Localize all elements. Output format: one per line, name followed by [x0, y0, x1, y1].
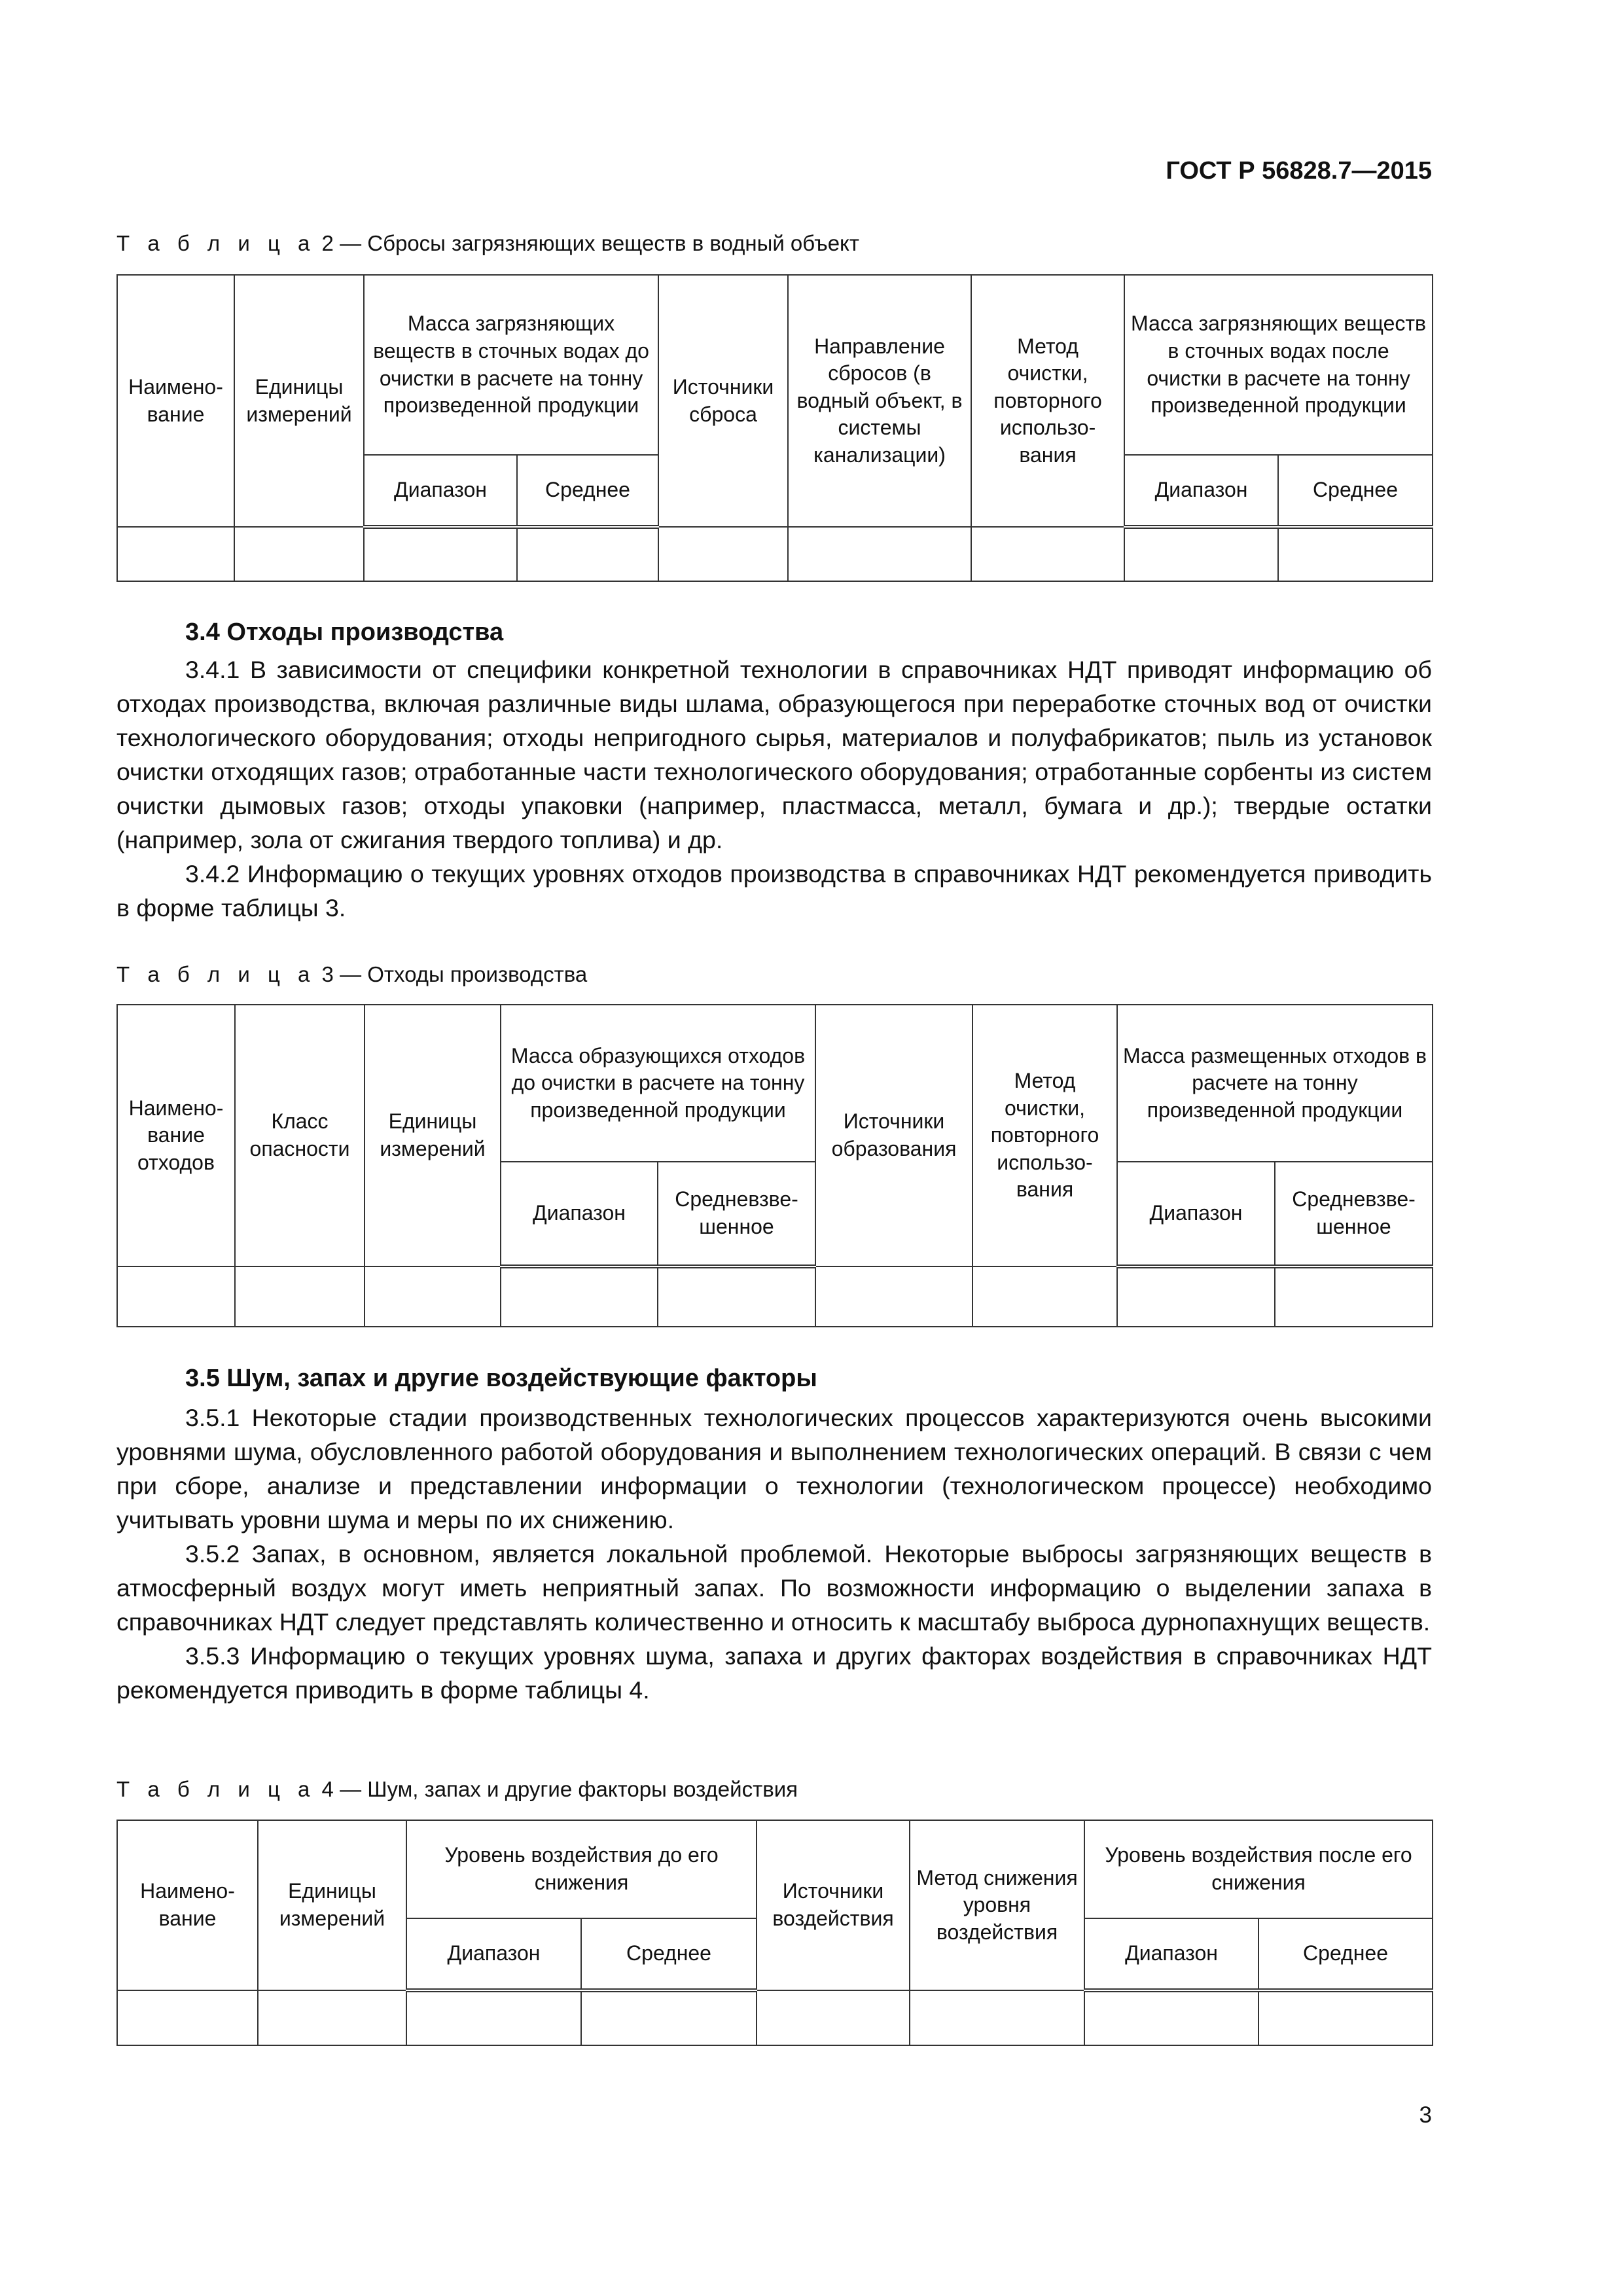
table-cell [406, 1990, 581, 2045]
table4-subheader-range-2: Диапазон [1084, 1918, 1258, 1990]
table-cell [1278, 527, 1433, 581]
section-3-4-title: 3.4 Отходы производства [185, 619, 504, 646]
table-cell [117, 1990, 258, 2045]
table2-header-units: Единицы измерений [234, 275, 364, 527]
table4-header-units: Единицы измерений [258, 1820, 406, 1990]
table3-empty-row [117, 1266, 1433, 1327]
section-3-4-body [116, 653, 1432, 925]
table3-subheader-range-2: Диапазон [1117, 1162, 1275, 1266]
table4-header-method: Метод снижения уровня воздействия [910, 1820, 1084, 1990]
paragraph-3-4-1: 3.4.1 В зависимости от специфики конкретной технологии в справочниках НДТ приводят информацию об отходах производства, включая различные виды шлама, образующегося при переработке сточных вод от очистки технологического оборудования; отходы непригодного сырья, материалов и полуфабрикатов; пыль из установок очистки отходящих газов; отработанные части технологического оборудования; отработанные сорбенты из систем очистки дымовых газов; отходы упаковки (например, пластмасса, металл, бумага и др.); твердые остатки (например, зола от сжигания твердого топлива) и др. [116, 656, 1432, 853]
table2-subheader-range-1: Диапазон [364, 455, 517, 527]
table4-caption-number: 4 [321, 1777, 334, 1801]
page-number: 3 [1419, 2102, 1432, 2128]
table2-header-row [117, 275, 1433, 455]
table4-header-row [117, 1820, 1433, 1918]
table4-subheader-average-2: Среднее [1258, 1918, 1433, 1990]
paragraph-3-5-3: 3.5.3 Информацию о текущих уровнях шума, запаха и других факторах воздействия в справочниках НДТ рекомендуется приводить в форме таблицы 4. [116, 1642, 1432, 1704]
paragraph-3-4-2: 3.4.2 Информацию о текущих уровнях отходов производства в справочниках НДТ рекомендуется приводить в форме таблицы 3. [116, 860, 1432, 922]
table2 [116, 274, 1433, 582]
table2-header-sources: Источники сброса [658, 275, 788, 527]
table-cell [658, 1266, 815, 1327]
table3-header-hazard-class: Класс опасности [235, 1005, 365, 1266]
table-cell [971, 527, 1124, 581]
table-cell [117, 1266, 235, 1327]
paragraph-3-5-2: 3.5.2 Запах, в основном, является локальной проблемой. Некоторые выбросы загрязняющих веществ в атмосферный воздух могут иметь неприятный запах. По возможности информацию о выделении запаха в справочниках НДТ следует представлять количественно и относить к масштабу выброса дурнопахнущих веществ. [116, 1540, 1432, 1636]
table3-header-sources: Источники образования [815, 1005, 972, 1266]
table-cell [1084, 1990, 1258, 2045]
table-cell [972, 1266, 1117, 1327]
table-cell [1117, 1266, 1275, 1327]
table-cell [117, 527, 234, 581]
table-cell [910, 1990, 1084, 2045]
table2-header-name: Наимено-вание [117, 275, 234, 527]
table4-header-name: Наимено-вание [117, 1820, 258, 1990]
table2-header-method: Метод очистки, повторного использо-вания [971, 275, 1124, 527]
table3-caption-number: 3 [321, 962, 334, 986]
table4-header-sources: Источники воздействия [757, 1820, 910, 1990]
table-cell [1124, 527, 1278, 581]
table2-subheader-average-2: Среднее [1278, 455, 1433, 527]
table3-caption-title: — Отходы производства [340, 962, 588, 986]
section-3-5-title: 3.5 Шум, запах и другие воздействующие факторы [185, 1365, 817, 1392]
table2-header-mass-before: Масса загрязняющих веществ в сточных водах до очистки в расчете на тонну произведенной продукции [364, 275, 658, 455]
table-cell [517, 527, 658, 581]
table4-subheader-range-1: Диапазон [406, 1918, 581, 1990]
paragraph-3-5-1: 3.5.1 Некоторые стадии производственных технологических процессов характеризуются очень высокими уровнями шума, обусловленного работой оборудования и выполнением технологических операций. В связи с чем при сборе, анализе и представлении информации о технологии (технологическом процессе) необходимо учитывать уровни шума и меры по их снижению. [116, 1404, 1432, 1534]
table4-caption [116, 1777, 798, 1802]
table4-header-level-before: Уровень воздействия до его снижения [406, 1820, 757, 1918]
table2-header-mass-after: Масса загрязняющих веществ в сточных водах после очистки в расчете на тонну произведенной продукции [1124, 275, 1433, 455]
table4-header-level-after: Уровень воздействия после его снижения [1084, 1820, 1433, 1918]
table3-subheader-weighted-1: Средневзве-шенное [658, 1162, 815, 1266]
document-code: ГОСТ Р 56828.7—2015 [1166, 157, 1432, 185]
table3-subheader-range-1: Диапазон [501, 1162, 658, 1266]
table-cell [1258, 1990, 1433, 2045]
table-cell [1275, 1266, 1433, 1327]
table-cell [258, 1990, 406, 2045]
table-cell [658, 527, 788, 581]
table-cell [757, 1990, 910, 2045]
table2-header-direction: Направление сбросов (в водный объект, в системы канализации) [788, 275, 971, 527]
table2-subheader-range-2: Диапазон [1124, 455, 1278, 527]
section-3-5-body [116, 1401, 1432, 1707]
table4-empty-row [117, 1990, 1433, 2045]
table2-caption-label: Т а б л и ц а [116, 231, 316, 255]
table2-caption-title: — Сбросы загрязняющих веществ в водный объект [340, 231, 859, 255]
table-cell [234, 527, 364, 581]
table3 [116, 1004, 1433, 1327]
table2-subheader-average-1: Среднее [517, 455, 658, 527]
table4-caption-title: — Шум, запах и другие факторы воздействия [340, 1777, 798, 1801]
table2-caption [116, 231, 859, 256]
table-cell [365, 1266, 501, 1327]
table-cell [501, 1266, 658, 1327]
table3-header-mass-formed: Масса образующихся отходов до очистки в расчете на тонну произведенной продукции [501, 1005, 815, 1162]
table-cell [235, 1266, 365, 1327]
table3-header-name: Наимено-вание отходов [117, 1005, 235, 1266]
table-cell [788, 527, 971, 581]
table3-header-row [117, 1005, 1433, 1162]
table3-header-units: Единицы измерений [365, 1005, 501, 1266]
table-cell [815, 1266, 972, 1327]
table3-subheader-weighted-2: Средневзве-шенное [1275, 1162, 1433, 1266]
table4 [116, 1820, 1433, 2046]
table4-subheader-average-1: Среднее [581, 1918, 757, 1990]
table4-caption-label: Т а б л и ц а [116, 1777, 316, 1801]
table3-caption [116, 962, 587, 987]
table2-caption-number: 2 [321, 231, 334, 255]
table2-empty-row [117, 527, 1433, 581]
table3-header-method: Метод очистки, повторного использо-вания [972, 1005, 1117, 1266]
table3-header-mass-placed: Масса размещенных отходов в расчете на тонну произведенной продукции [1117, 1005, 1433, 1162]
table3-caption-label: Т а б л и ц а [116, 962, 316, 986]
table-cell [364, 527, 517, 581]
table-cell [581, 1990, 757, 2045]
